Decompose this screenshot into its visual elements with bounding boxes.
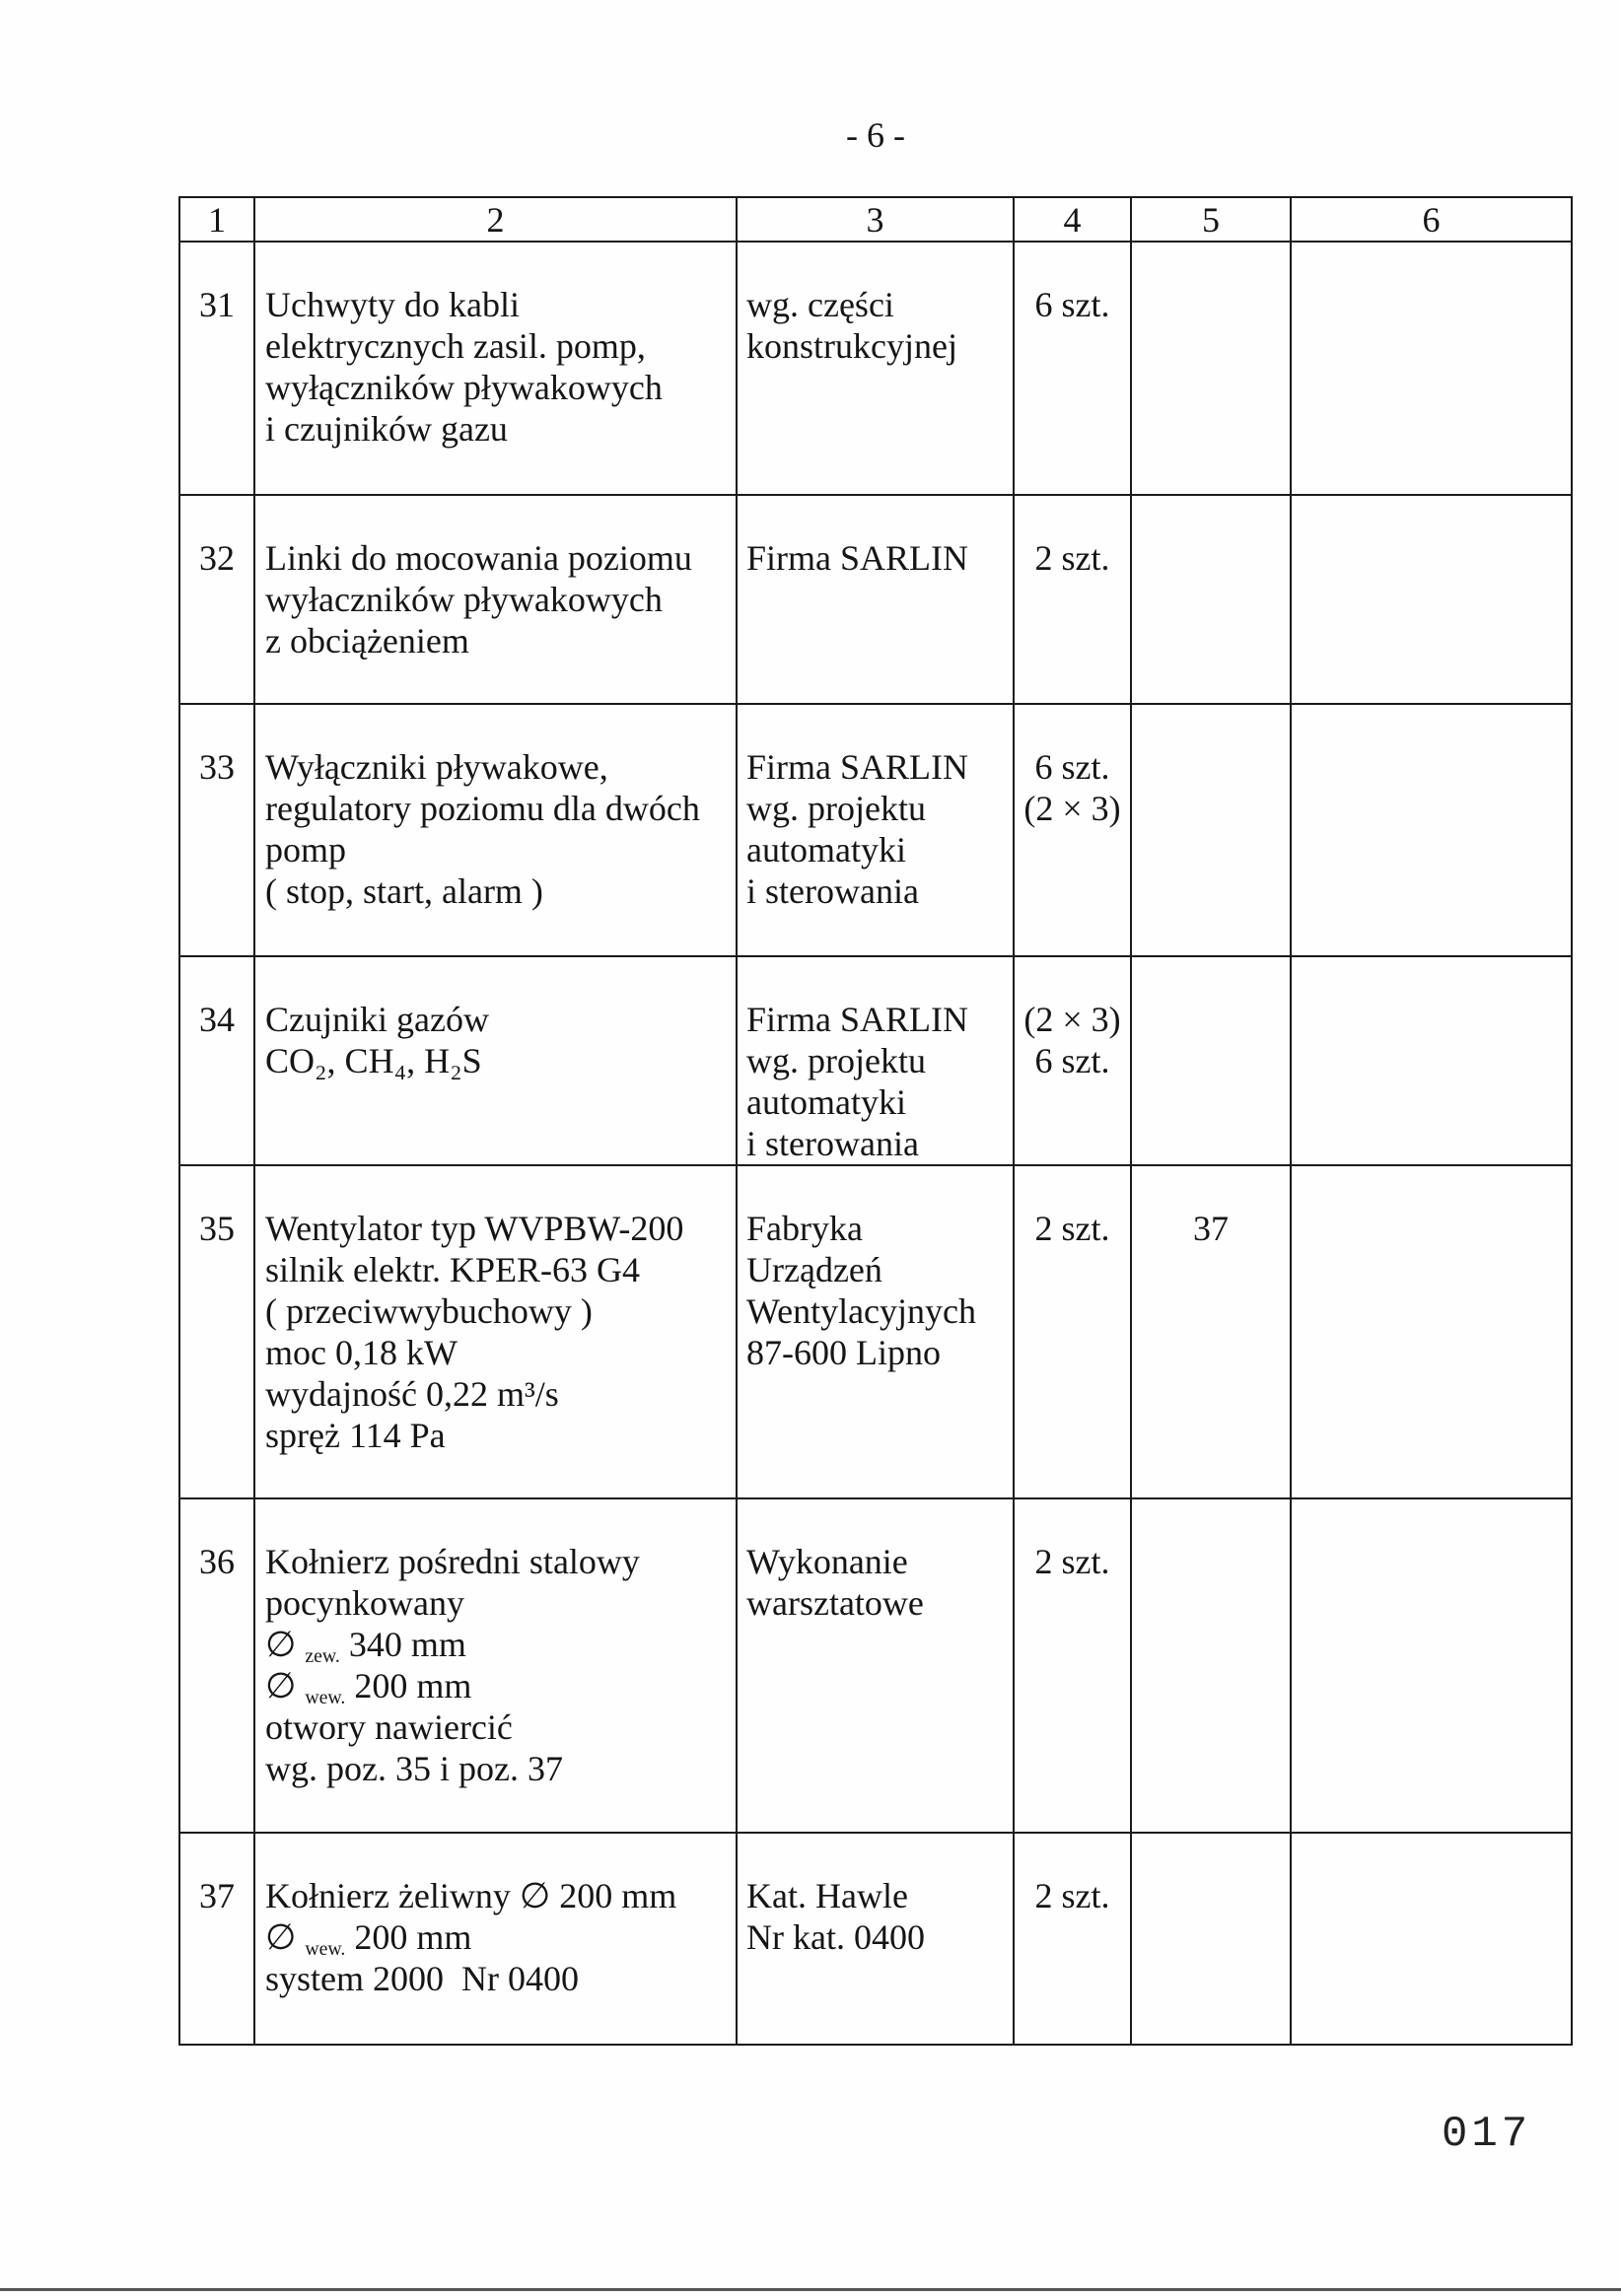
description-cell: [254, 1498, 737, 1833]
item-number-cell: [179, 704, 254, 956]
item-number: 31: [199, 285, 235, 324]
source-cell: [737, 495, 1014, 704]
column-5-cell: [1131, 242, 1291, 495]
column-header: 6: [1291, 197, 1572, 242]
column-header: 4: [1014, 197, 1131, 242]
diameter-value: 200 mm: [354, 1917, 472, 1957]
description-line: wyłaczników pływakowych: [265, 580, 663, 619]
description-cell: [254, 1165, 737, 1498]
source-line: Firma SARLIN: [746, 1000, 968, 1039]
description-line: Wentylator typ WVPBW-200: [265, 1209, 684, 1248]
description-line: spręż 114 Pa: [265, 1416, 446, 1455]
description-cell: [254, 1833, 737, 2045]
column-5-cell: [1131, 1165, 1291, 1498]
quantity-line: 6 szt.: [1034, 1041, 1110, 1080]
quantity-line: 2 szt.: [1034, 1876, 1110, 1915]
column-5-cell: [1131, 704, 1291, 956]
diameter-subscript: wew.: [305, 1937, 346, 1960]
description-line: Linki do mocowania poziomu: [265, 538, 692, 578]
description-cell: [254, 242, 737, 495]
table-row: [179, 704, 1572, 956]
column-5-cell: [1131, 1833, 1291, 2045]
item-number-cell: [179, 1833, 254, 2045]
column-5-cell: [1131, 1498, 1291, 1833]
source-line: wg. projektu: [746, 789, 926, 828]
column-5-cell: [1131, 495, 1291, 704]
diameter-value: 340 mm: [348, 1625, 466, 1664]
source-line: Wykonanie: [746, 1542, 908, 1581]
item-number: 34: [199, 1000, 235, 1039]
description-line: CO₂, CH₄, H₂S: [265, 1041, 482, 1080]
source-line: i sterowania: [746, 871, 919, 911]
description-line: Kołnierz żeliwny ∅ 200 mm: [265, 1876, 677, 1915]
item-number: 37: [199, 1876, 235, 1915]
table-row: [179, 242, 1572, 495]
column-header: 1: [179, 197, 254, 242]
source-line: Kat. Hawle: [746, 1876, 908, 1915]
column-6-cell: [1291, 242, 1572, 495]
description-line: system 2000 Nr 0400: [265, 1959, 579, 1998]
description-cell: [254, 956, 737, 1165]
quantity-line: 6 szt.: [1034, 747, 1110, 787]
source-cell: [737, 704, 1014, 956]
description-line: wg. poz. 35 i poz. 37: [265, 1749, 563, 1788]
description-line: Uchwyty do kabli: [265, 285, 520, 324]
column-6-cell: [1291, 495, 1572, 704]
description-line: Kołnierz pośredni stalowy: [265, 1542, 640, 1581]
source-cell: [737, 1833, 1014, 2045]
column-6-cell: [1291, 956, 1572, 1165]
source-cell: [737, 1498, 1014, 1833]
source-line: konstrukcyjnej: [746, 326, 957, 366]
table-header-row: [179, 197, 1572, 242]
description-line: Czujniki gazów: [265, 1000, 489, 1039]
description-line: [265, 1916, 736, 1958]
description-line: wydajność 0,22 m³/s: [265, 1374, 559, 1414]
source-line: Nr kat. 0400: [746, 1917, 925, 1957]
description-line: regulatory poziomu dla dwóch: [265, 789, 700, 828]
quantity-cell: [1014, 1165, 1131, 1498]
item-number-cell: [179, 1498, 254, 1833]
quantity-cell: [1014, 1833, 1131, 2045]
source-cell: [737, 956, 1014, 1165]
description-line: [265, 1624, 736, 1665]
table-row: [179, 1498, 1572, 1833]
quantity-cell: [1014, 704, 1131, 956]
page-number: - 6 -: [846, 115, 905, 155]
description-line: otwory nawiercić: [265, 1707, 513, 1747]
scan-edge-line: [0, 2288, 1621, 2291]
quantity-line: (2 × 3): [1023, 789, 1121, 828]
quantity-cell: [1014, 1498, 1131, 1833]
diameter-icon: ∅: [265, 1625, 297, 1664]
description-cell: [254, 704, 737, 956]
column-header: 5: [1131, 197, 1291, 242]
quantity-cell: [1014, 242, 1131, 495]
reference-number: 37: [1193, 1209, 1229, 1248]
source-line: 87-600 Lipno: [746, 1333, 941, 1372]
item-number-cell: [179, 495, 254, 704]
description-line: Wyłączniki pływakowe,: [265, 747, 608, 787]
item-number: 35: [199, 1209, 235, 1248]
source-line: Firma SARLIN: [746, 538, 968, 578]
diameter-icon: ∅: [265, 1666, 297, 1705]
table-row: [179, 1165, 1572, 1498]
item-number: 32: [199, 538, 235, 578]
quantity-line: 2 szt.: [1034, 538, 1110, 578]
description-line: silnik elektr. KPER-63 G4: [265, 1250, 640, 1289]
source-line: automatyki: [746, 830, 906, 870]
description-line: ( przeciwwybuchowy ): [265, 1291, 593, 1331]
item-number-cell: [179, 242, 254, 495]
source-line: Firma SARLIN: [746, 747, 968, 787]
description-line: i czujników gazu: [265, 409, 508, 449]
quantity-line: 6 szt.: [1034, 285, 1110, 324]
description-line: ( stop, start, alarm ): [265, 871, 543, 911]
specification-table: [178, 196, 1573, 2046]
description-line: wyłączników pływakowych: [265, 368, 663, 407]
item-number-cell: [179, 1165, 254, 1498]
source-line: automatyki: [746, 1082, 906, 1122]
source-cell: [737, 1165, 1014, 1498]
item-number: 33: [199, 747, 235, 787]
table-row: [179, 956, 1572, 1165]
item-number-cell: [179, 956, 254, 1165]
quantity-cell: [1014, 495, 1131, 704]
diameter-icon: ∅: [265, 1917, 297, 1957]
description-line: z obciążeniem: [265, 621, 469, 661]
page-code-stamp: 017: [1442, 2110, 1532, 2159]
source-line: i sterowania: [746, 1124, 919, 1163]
column-header: 2: [254, 197, 737, 242]
source-line: Wentylacyjnych: [746, 1291, 977, 1331]
column-6-cell: [1291, 1498, 1572, 1833]
column-6-cell: [1291, 704, 1572, 956]
diameter-subscript: wew.: [305, 1686, 346, 1708]
source-line: wg. projektu: [746, 1041, 926, 1080]
source-cell: [737, 242, 1014, 495]
table-row: [179, 1833, 1572, 2045]
description-line: pocynkowany: [265, 1583, 464, 1623]
quantity-cell: [1014, 956, 1131, 1165]
description-line: elektrycznych zasil. pomp,: [265, 326, 646, 366]
source-line: Fabryka: [746, 1209, 863, 1248]
column-6-cell: [1291, 1833, 1572, 2045]
diameter-value: 200 mm: [354, 1666, 472, 1705]
diameter-subscript: zew.: [305, 1644, 340, 1667]
column-header: 3: [737, 197, 1014, 242]
quantity-line: (2 × 3): [1023, 1000, 1121, 1039]
description-cell: [254, 495, 737, 704]
column-5-cell: [1131, 956, 1291, 1165]
quantity-line: 2 szt.: [1034, 1209, 1110, 1248]
description-line: moc 0,18 kW: [265, 1333, 458, 1372]
item-number: 36: [199, 1542, 235, 1581]
quantity-line: 2 szt.: [1034, 1542, 1110, 1581]
source-line: wg. części: [746, 285, 894, 324]
description-line: [265, 1665, 736, 1706]
source-line: warsztatowe: [746, 1583, 924, 1623]
description-line: pomp: [265, 830, 347, 870]
table-row: [179, 495, 1572, 704]
column-6-cell: [1291, 1165, 1572, 1498]
source-line: Urządzeń: [746, 1250, 882, 1289]
